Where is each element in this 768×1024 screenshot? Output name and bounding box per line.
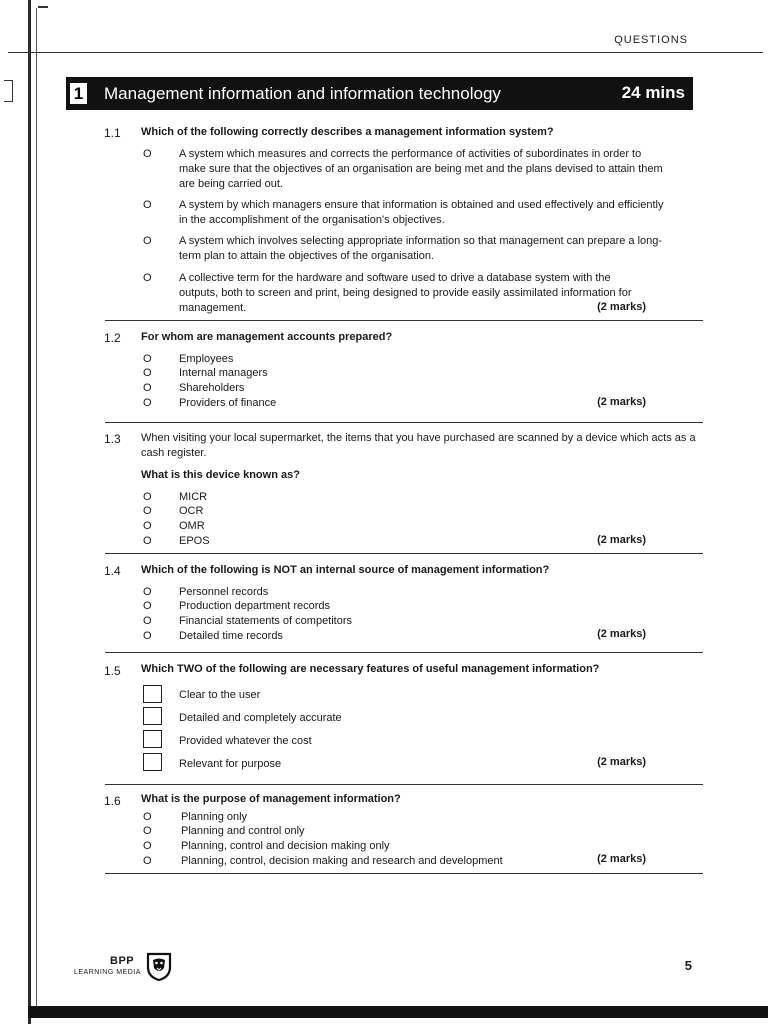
publisher-logo-text: BPP	[110, 955, 135, 967]
radio-option[interactable]: O	[143, 586, 152, 598]
corner-mark	[38, 6, 48, 8]
question-number: 1.6	[104, 794, 121, 808]
option-text: A collective term for the hardware and software used to drive a database system with the outputs, both to screen and print, being designed to provide easily assimilated information for management.	[179, 272, 632, 314]
marks-label: (2 marks)	[597, 534, 646, 546]
marks-label: (2 marks)	[597, 301, 646, 313]
radio-option[interactable]: O	[143, 491, 152, 503]
option-text: Employees	[179, 353, 234, 365]
question-number: 1.4	[104, 564, 121, 578]
checkbox[interactable]	[143, 685, 162, 703]
margin-bracket	[4, 80, 13, 102]
question-subtext: What is this device known as?	[141, 469, 300, 481]
question-text: When visiting your local supermarket, the items that you have purchased are scanned by a device which acts as a cash register.	[141, 432, 696, 459]
checkbox[interactable]	[143, 753, 162, 771]
radio-option[interactable]: O	[143, 825, 152, 837]
binding-line	[36, 8, 37, 1008]
question-number: 1.5	[104, 664, 121, 678]
radio-option[interactable]: O	[143, 148, 152, 160]
publisher-logo-subtext: LEARNING MEDIA	[74, 969, 141, 976]
option-text: MICR	[179, 491, 208, 503]
option-text: OCR	[179, 505, 204, 517]
section-number: 1	[70, 83, 87, 104]
marks-label: (2 marks)	[597, 628, 646, 640]
section-time: 24 mins	[621, 83, 685, 102]
option-text: Production department records	[179, 600, 331, 612]
radio-option[interactable]: O	[143, 367, 152, 379]
question-text: Which TWO of the following are necessary features of useful management information?	[141, 663, 600, 675]
lion-shield-icon	[146, 951, 172, 981]
question-text: What is the purpose of management information?	[141, 793, 401, 805]
option-text: Detailed and completely accurate	[179, 712, 342, 724]
option-text: OMR	[179, 520, 205, 532]
option-text: EPOS	[179, 535, 210, 547]
option-text: A system which measures and corrects the performance of activities of subordinates in order to make sure that the objectives of an organisation are being met and the plans devised to attain them are being carried out.	[179, 148, 663, 190]
radio-option[interactable]: O	[143, 272, 152, 284]
question-text: Which of the following correctly describes a management information system?	[141, 126, 554, 138]
radio-option[interactable]: O	[143, 630, 152, 642]
option-text: Planning, control and decision making only	[181, 840, 390, 852]
radio-option[interactable]: O	[143, 353, 152, 365]
question-number: 1.3	[104, 432, 121, 446]
option-text: Personnel records	[179, 586, 269, 598]
bottom-edge-bar	[28, 1006, 768, 1018]
radio-option[interactable]: O	[143, 535, 152, 547]
option-text: Providers of finance	[179, 397, 277, 409]
radio-option[interactable]: O	[143, 382, 152, 394]
option-text: Financial statements of competitors	[179, 615, 353, 627]
question-number: 1.1	[104, 126, 121, 140]
option-text: Provided whatever the cost	[179, 735, 312, 747]
marks-label: (2 marks)	[597, 396, 646, 408]
marks-label: (2 marks)	[597, 853, 646, 865]
radio-option[interactable]: O	[143, 840, 152, 852]
section-title: Management information and information technology	[104, 84, 501, 103]
option-text: Detailed time records	[179, 630, 283, 642]
question-text: Which of the following is NOT an internal source of management information?	[141, 564, 550, 576]
question-divider	[105, 873, 703, 874]
radio-option[interactable]: O	[143, 615, 152, 627]
marks-label: (2 marks)	[597, 756, 646, 768]
radio-option[interactable]: O	[143, 811, 152, 823]
header-rule	[8, 52, 763, 53]
question-divider	[105, 784, 703, 785]
option-text: Relevant for purpose	[179, 758, 282, 770]
section-title-bar	[66, 77, 693, 110]
question-divider	[105, 320, 703, 321]
question-number: 1.2	[104, 331, 121, 345]
option-text: A system which involves selecting appropriate information so that management can prepare a long-term plan to attain the objectives of the organisation.	[179, 235, 663, 262]
checkbox[interactable]	[143, 707, 162, 725]
option-text: A system by which managers ensure that information is obtained and used effectively and efficiently in the accomplishment of the organisation's objectives.	[179, 199, 664, 226]
radio-option[interactable]: O	[143, 855, 152, 867]
question-divider	[105, 553, 703, 554]
option-text: Clear to the user	[179, 689, 261, 701]
checkbox[interactable]	[143, 730, 162, 748]
binding-edge	[28, 0, 31, 1024]
question-divider	[105, 652, 703, 653]
option-text: Planning only	[181, 811, 248, 823]
radio-option[interactable]: O	[143, 520, 152, 532]
radio-option[interactable]: O	[143, 199, 152, 211]
radio-option[interactable]: O	[143, 505, 152, 517]
option-text: Internal managers	[179, 367, 268, 379]
radio-option[interactable]: O	[143, 600, 152, 612]
page-number: 5	[684, 958, 692, 973]
radio-option[interactable]: O	[143, 397, 152, 409]
question-divider	[105, 422, 703, 423]
option-text: Planning and control only	[181, 825, 305, 837]
option-text: Shareholders	[179, 382, 245, 394]
question-text: For whom are management accounts prepared?	[141, 331, 393, 343]
radio-option[interactable]: O	[143, 235, 152, 247]
running-header: QUESTIONS	[614, 34, 688, 46]
option-text: Planning, control, decision making and research and development	[181, 855, 503, 867]
